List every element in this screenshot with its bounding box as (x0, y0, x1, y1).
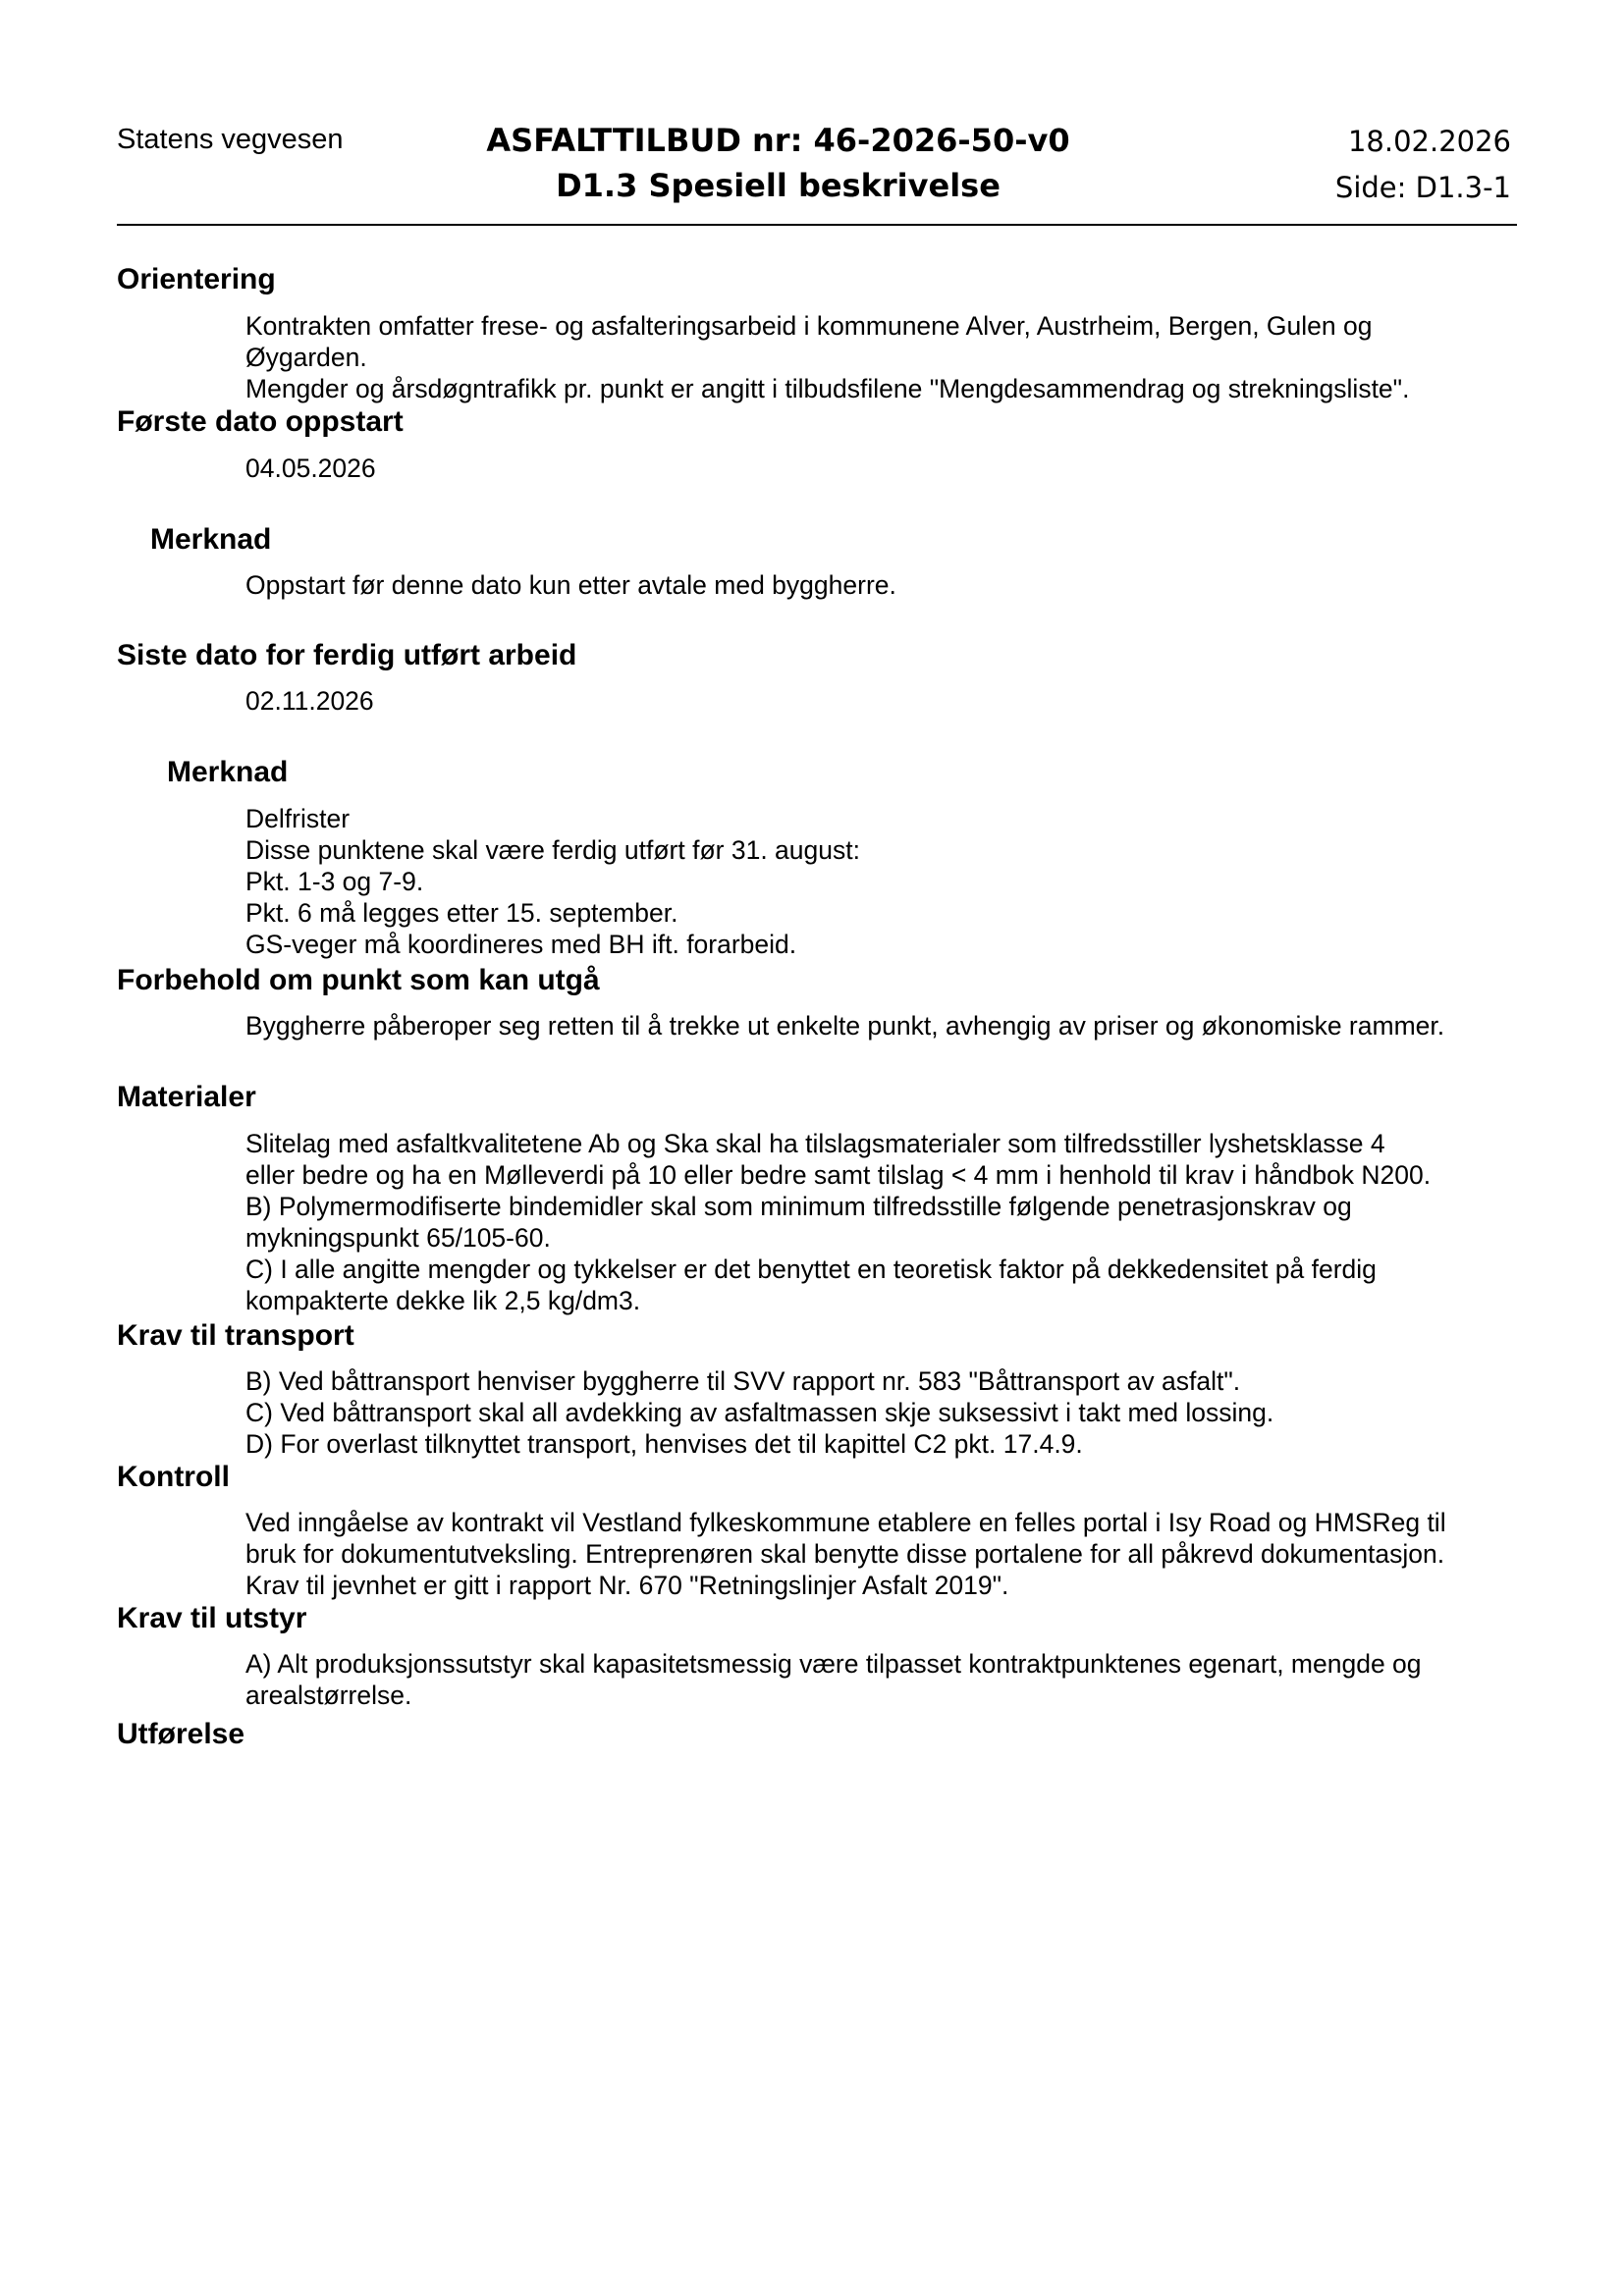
section-body-materialer (245, 1128, 1522, 1316)
section-heading-kontroll: Kontroll (117, 1461, 230, 1493)
section-body-forbehold (245, 1010, 1522, 1041)
note-body-start (245, 569, 1522, 601)
text-line: Ved inngåelse av kontrakt vil Vestland fylkeskommune etablere en felles portal i Isy Road og HMSReg til (245, 1508, 1446, 1537)
text-line: Pkt. 6 må legges etter 15. september. (245, 898, 678, 928)
section-body-orientering (245, 310, 1522, 404)
text-line: kompakterte dekke lik 2,5 kg/dm3. (245, 1286, 641, 1315)
text-line: Øygarden. (245, 343, 367, 372)
text-line: mykningspunkt 65/105-60. (245, 1223, 551, 1253)
text-line: bruk for dokumentutveksling. Entreprenøren skal benytte disse portalene for all påkrevd dokumentasjon. (245, 1539, 1445, 1569)
text-line: A) Alt produksjonssutstyr skal kapasitetsmessig være tilpasset kontraktpunktenes egenart, mengde og (245, 1649, 1422, 1679)
section-heading-forste-dato: Første dato oppstart (117, 405, 404, 438)
section-body-kontroll (245, 1507, 1522, 1601)
note-heading-start: Merknad (150, 523, 272, 556)
document-subtitle: D1.3 Spesiell beskrivelse (556, 167, 1001, 204)
text-line: 04.05.2026 (245, 454, 376, 483)
text-line: C) Ved båttransport skal all avdekking av asfaltmassen skje suksessivt i takt med lossing. (245, 1398, 1274, 1427)
text-line: arealstørrelse. (245, 1681, 412, 1710)
section-heading-orientering: Orientering (117, 263, 276, 295)
section-heading-utforelse: Utførelse (117, 1718, 245, 1750)
text-line: D) For overlast tilknyttet transport, henvises det til kapittel C2 pkt. 17.4.9. (245, 1429, 1083, 1459)
section-body-transport (245, 1365, 1522, 1460)
text-line: Delfrister (245, 804, 351, 833)
section-body-utstyr (245, 1648, 1522, 1711)
note-heading-end: Merknad (167, 756, 289, 788)
end-date-value (245, 685, 1522, 717)
text-line: Pkt. 1-3 og 7-9. (245, 867, 424, 896)
page-number: Side: D1.3-1 (1334, 171, 1511, 204)
text-line: Mengder og årsdøgntrafikk pr. punkt er angitt i tilbudsfilene "Mengdesammendrag og strekningsliste". (245, 374, 1410, 403)
text-line: C) I alle angitte mengder og tykkelser er det benyttet en teoretisk faktor på dekkedensitet på ferdig (245, 1255, 1377, 1284)
text-line: Kontrakten omfatter frese- og asfalteringsarbeid i kommunene Alver, Austrheim, Bergen, Gulen og (245, 311, 1373, 341)
section-heading-transport: Krav til transport (117, 1319, 354, 1352)
text-line: B) Ved båttransport henviser byggherre til SVV rapport nr. 583 "Båttransport av asfalt". (245, 1366, 1241, 1396)
section-heading-materialer: Materialer (117, 1081, 256, 1113)
org-name: Statens vegvesen (117, 124, 344, 155)
text-line: 02.11.2026 (245, 686, 374, 716)
section-heading-siste-dato: Siste dato for ferdig utført arbeid (117, 639, 577, 671)
header-divider (117, 224, 1517, 226)
text-line: Disse punktene skal være ferdig utført før 31. august: (245, 835, 860, 865)
text-line: GS-veger må koordineres med BH ift. forarbeid. (245, 930, 797, 959)
section-heading-utstyr: Krav til utstyr (117, 1602, 307, 1634)
text-line: Krav til jevnhet er gitt i rapport Nr. 670 "Retningslinjer Asfalt 2019". (245, 1571, 1009, 1600)
start-date-value (245, 453, 1522, 484)
document-title: ASFALTTILBUD nr: 46-2026-50-v0 (486, 122, 1070, 159)
section-heading-forbehold: Forbehold om punkt som kan utgå (117, 964, 600, 996)
text-line: Byggherre påberoper seg retten til å trekke ut enkelte punkt, avhengig av priser og økonomiske rammer. (245, 1011, 1445, 1041)
text-line: Slitelag med asfaltkvalitetene Ab og Ska skal ha tilslagsmaterialer som tilfredsstiller lyshetsklasse 4 (245, 1129, 1385, 1158)
text-line: Oppstart før denne dato kun etter avtale med byggherre. (245, 570, 896, 600)
text-line: eller bedre og ha en Mølleverdi på 10 eller bedre samt tilslag < 4 mm i henhold til krav i håndbok N200. (245, 1160, 1432, 1190)
note-body-end (245, 803, 1522, 960)
document-date: 18.02.2026 (1347, 125, 1511, 158)
text-line: B) Polymermodifiserte bindemidler skal som minimum tilfredsstille følgende penetrasjonskrav og (245, 1192, 1352, 1221)
